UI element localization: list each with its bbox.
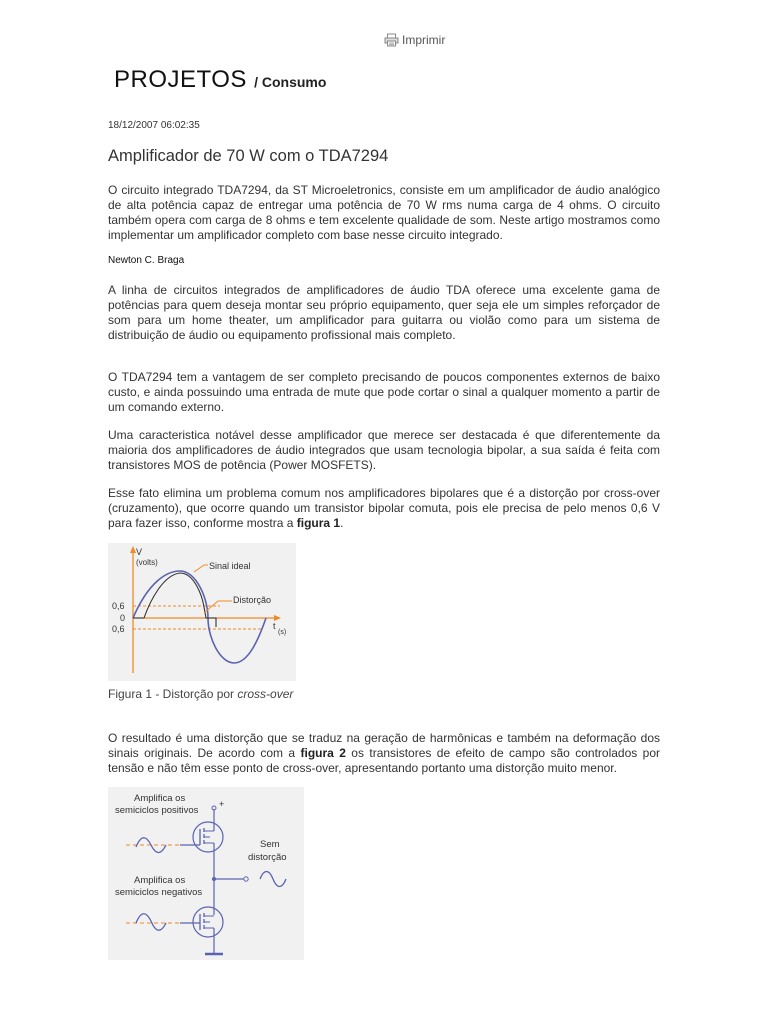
article-date: 18/12/2007 06:02:35	[108, 120, 200, 131]
lower-input-wave	[136, 914, 166, 931]
v-label: V	[136, 547, 143, 557]
sinal-ideal-label: Sinal ideal	[209, 561, 251, 571]
section-name: PROJETOS	[114, 66, 247, 93]
figure-2	[108, 787, 304, 960]
figure-1	[108, 543, 296, 681]
paragraph-3: Uma caracteristica notável desse amplificador que merece ser destacada é que diferentemente da maioria dos amplificadores de áudio integrados que usam tecnologia bipolar, a sua saída é feita com transistores MOS de potência (Power MOSFETS).	[108, 428, 660, 472]
pos-label-1: Amplifica os	[134, 793, 186, 804]
y-tick-pos: 0,6	[112, 601, 125, 611]
paragraph-2: O TDA7294 tem a vantagem de ser completo precisando de poucos componentes externos de baixo custo, e ainda possuindo uma entrada de mute que pode cortar o sinal a qualquer momento a partir de um comando externo.	[108, 370, 660, 414]
paragraph-4-text: Esse fato elimina um problema comum nos amplificadores bipolares que é a distorção por cross-over (cruzamento), que ocorre quando um transistor bipolar comuta, pois ele precisa de pelo menos 0,6 V para fazer isso, conforme mostra a	[108, 486, 660, 530]
paragraph-5-text: O resultado é uma distorção que se traduz na geração de harmônicas e também na deformação dos sinais originais. De acordo com a	[108, 731, 660, 760]
caption-emphasis: cross-over	[237, 687, 294, 701]
section-subtitle: / Consumo	[254, 74, 327, 90]
distorcao-label: Distorção	[233, 595, 272, 605]
y-tick-zero: 0	[120, 613, 126, 623]
article-intro: O circuito integrado TDA7294, da ST Microeletronics, consiste em um amplificador de áudio analógico de alta potência capaz de entregar uma potência de 70 W rms numa carga de 4 ohms. O circuito também opera com carga de 8 ohms e tem excelente qualidade de som. Neste artigo mostramos como implementar um amplificador completo com base nesse circuito integrado.	[108, 183, 660, 242]
figure-1-caption	[108, 687, 293, 701]
sem-distorcao-label: distorção	[248, 852, 287, 863]
sinal-ideal-leader	[194, 565, 204, 572]
figura-2-link[interactable]: figura 2	[300, 746, 346, 760]
t-label: t	[273, 621, 276, 631]
pos-label-2: semiciclos positivos	[115, 805, 199, 816]
paragraph-5	[108, 731, 660, 776]
paragraph-4-end: .	[340, 516, 344, 530]
paragraph-1: A linha de circuitos integrados de amplificadores de áudio TDA oferece uma excelente gama de potências para quem deseja montar seu próprio equipamento, quer seja ele um simples reforçador de som para um home theater, um amplificador para guitarra ou violão como para um sistema de distribuição de áudio ou equipamento profissional mais completo.	[108, 283, 660, 342]
paragraph-4	[108, 486, 660, 531]
paragraph-5-end: os transistores de efeito de campo são controlados por tensão e não têm esse ponto de cross-over, apresentando portanto uma distorção muito menor.	[108, 746, 661, 775]
sem-label: Sem	[260, 839, 280, 850]
t-unit-label: (s)	[278, 629, 287, 636]
output-terminal	[244, 877, 248, 881]
figura-1-link[interactable]: figura 1	[296, 516, 341, 530]
distorted-wave	[133, 573, 216, 627]
volts-label: (volts)	[136, 558, 158, 567]
caption-text: Figura 1 - Distorção por	[108, 687, 238, 701]
ideal-sine-wave	[133, 571, 266, 663]
print-label: Imprimir	[402, 33, 446, 47]
y-tick-neg: 0,6	[112, 624, 125, 634]
print-link[interactable]	[384, 33, 445, 47]
article-title: Amplificador de 70 W com o TDA7294	[108, 147, 389, 165]
printer-icon	[384, 33, 399, 47]
neg-label-2: semiciclos negativos	[115, 887, 203, 898]
section-title	[114, 66, 326, 94]
neg-label-1: Amplifica os	[134, 875, 186, 886]
output-wave	[260, 872, 286, 887]
plus-label: +	[219, 799, 225, 809]
article-author: Newton C. Braga	[108, 255, 185, 266]
